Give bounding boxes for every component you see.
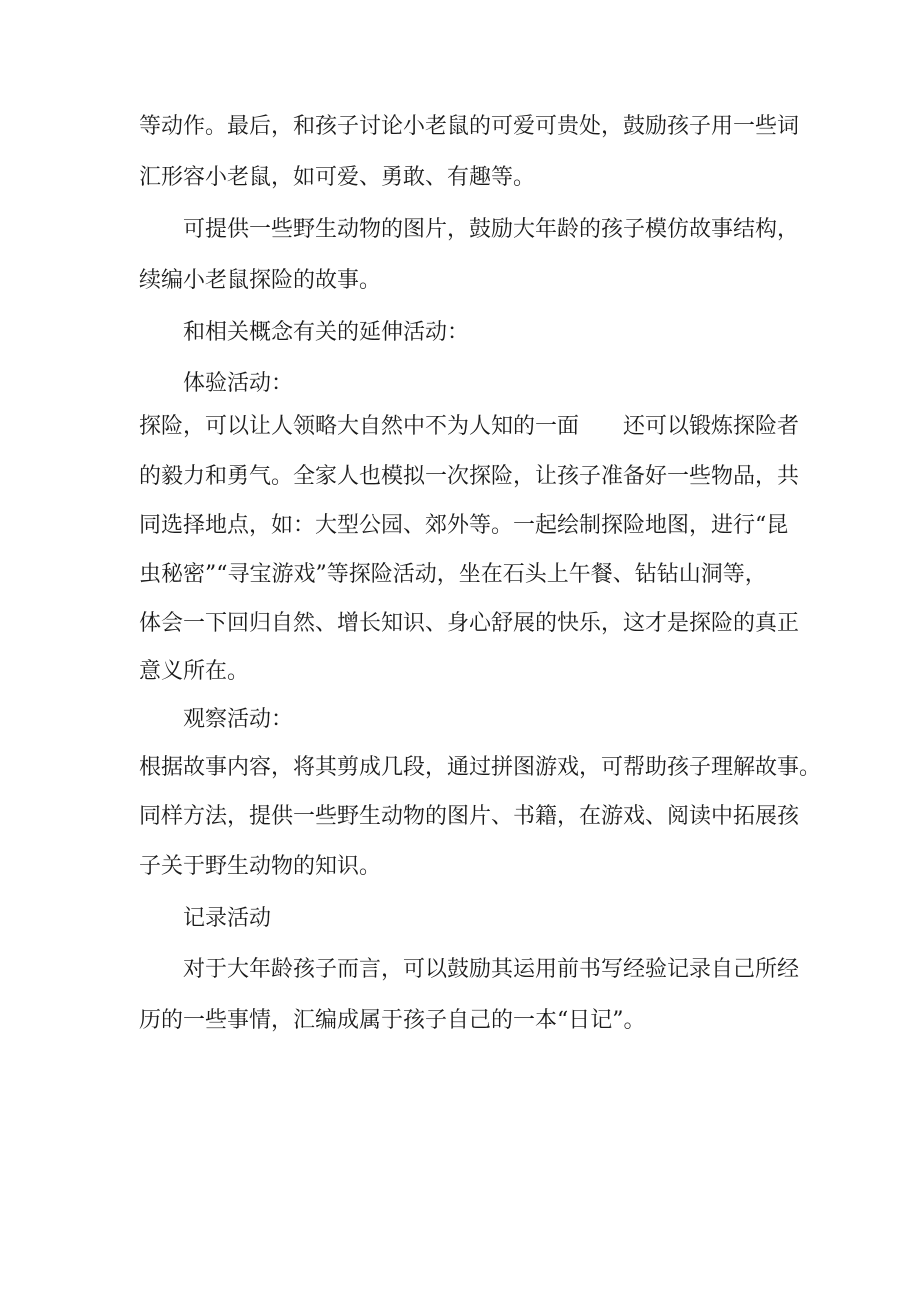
paragraph-line: 探险，可以让人领略大自然中不为人知的一面 还可以锻炼探险者 [139,414,800,439]
paragraph-line: 可提供一些野生动物的图片，鼓励大年龄的孩子模仿故事结构， [183,217,800,242]
paragraph-line: 体会一下回归自然、增长知识、身心舒展的快乐，这才是探险的真正 [139,611,800,636]
section-heading: 记录活动 [183,906,272,931]
paragraph-line: 子关于野生动物的知识。 [139,854,382,879]
paragraph-line: 汇形容小老鼠，如可爱、勇敢、有趣等。 [139,165,536,190]
paragraph-line: 同样方法，提供一些野生动物的图片、书籍，在游戏、阅读中拓展孩 [139,804,800,829]
paragraph-line: 等动作。最后，和孩子讨论小老鼠的可爱可贵处，鼓励孩子用一些词 [139,114,800,139]
section-heading: 体验活动： [183,371,294,396]
paragraph-line: 历的一些事情，汇编成属于孩子自己的一本“日记”。 [139,1008,646,1033]
paragraph-line: 意义所在。 [139,659,250,684]
section-heading: 观察活动： [183,707,294,732]
paragraph-line: 的毅力和勇气。全家人也模拟一次探险，让孩子准备好一些物品，共 [139,464,800,489]
paragraph-line: 续编小老鼠探险的故事。 [139,268,382,293]
paragraph-line: 同选择地点，如：大型公园、郊外等。一起绘制探险地图，进行“昆 [139,513,789,538]
section-heading: 和相关概念有关的延伸活动： [183,320,470,345]
paragraph-line: 虫秘密”“寻宝游戏”等探险活动，坐在石头上午餐、钻钻山洞等， [139,562,767,587]
paragraph-line: 根据故事内容，将其剪成几段，通过拼图游戏，可帮助孩子理解故事。 [139,755,822,780]
paragraph-line: 对于大年龄孩子而言，可以鼓励其运用前书写经验记录自己所经 [183,957,800,982]
